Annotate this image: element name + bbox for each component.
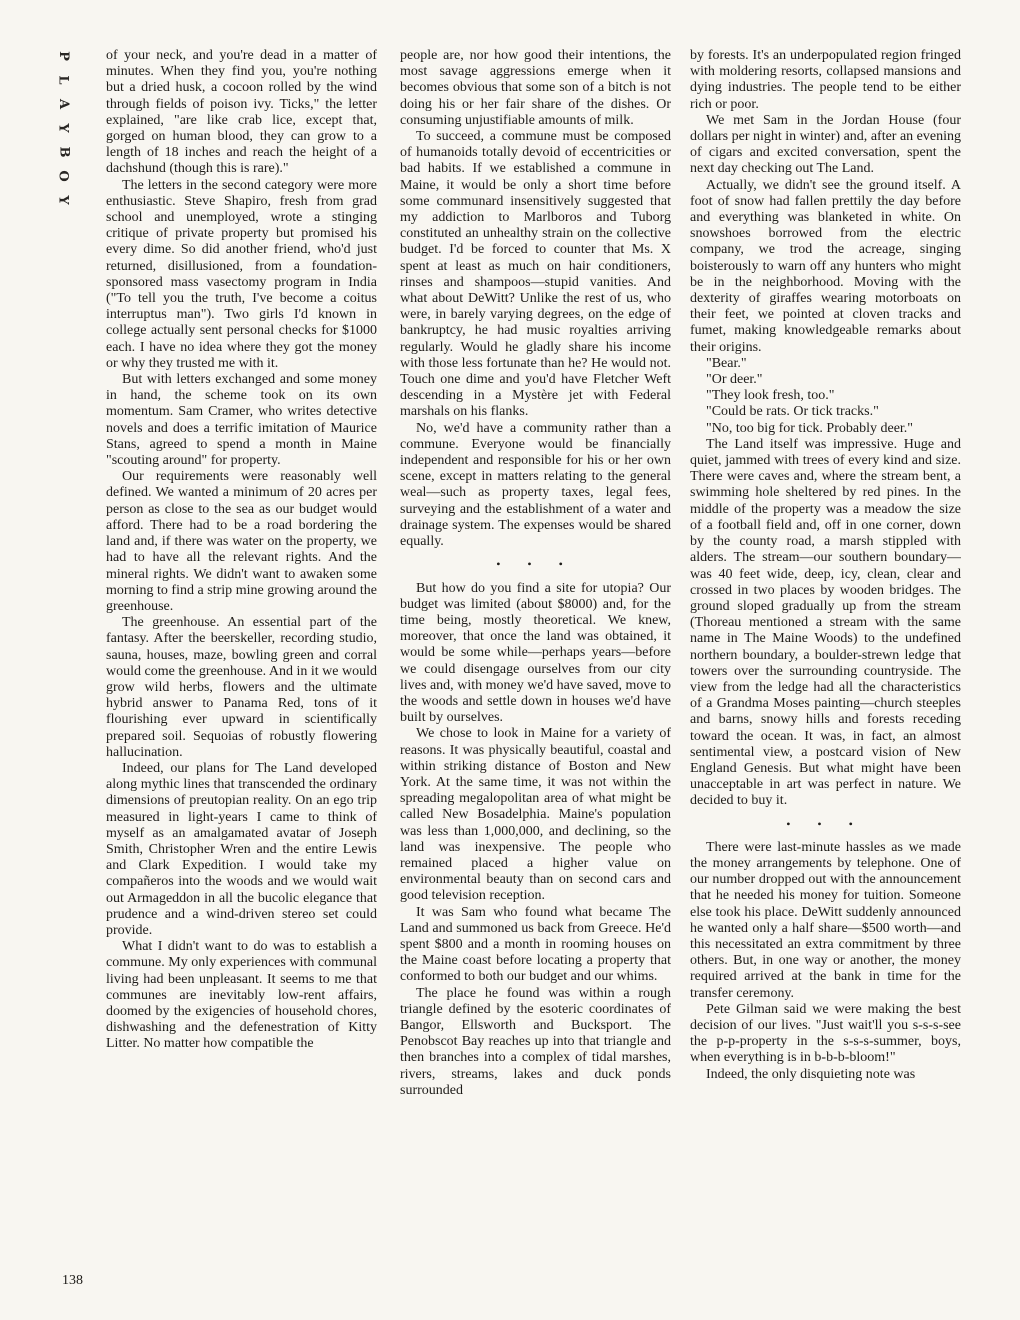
text-column-1 <box>106 48 377 1306</box>
paragraph: of your neck, and you're dead in a matter of minutes. When they find you, you're nothing but a dried husk, a cocoon rolled by the wind through fields of poison ivy. Ticks," the letter explained, "are like crab lice, except that, gorged on human blood, they can grow to a length of 18 inches and reach the height of a dachshund (though this is rare)." <box>106 48 377 177</box>
masthead-letter: O <box>55 170 71 182</box>
magazine-masthead <box>52 44 74 212</box>
paragraph: But how do you find a site for utopia? Our budget was limited (about $8000) and, for the time being, mostly theoretical. We knew, moreover, that once the land was obtained, it would be some while—perhaps years—before we could disengage ourselves from our city lives and, with money we'd have saved, move to the woods and settle down in houses we'd have built by ourselves. <box>400 580 671 726</box>
paragraph: Indeed, our plans for The Land developed along mythic lines that transcended the ordinary dimensions of preutopian reality. On an ego trip measured in light-years I came to think of myself as an amalgamated avatar of Joseph Smith, Christopher Wren and the entire Lewis and Clark Expedition. I would take my compañeros into the woods and we would wait out Armageddon in all the bucolic elegance that prudence and a wind-driven stereo set could provide. <box>106 760 377 938</box>
dialogue-line: "Bear." <box>706 355 747 371</box>
paragraph: Pete Gilman said we were making the best decision of our lives. "Just wait'll you s-s-s-see the p-p-property in the s-s-s-summer, boys, when everything is in b-b-b-bloom!" <box>690 1001 961 1066</box>
paragraph: What I didn't want to do was to establish a commune. My only experiences with communal living had been unpleasant. It seems to me that communes are inevitably low-rent affairs, doomed by the exigencies of household chores, dishwashing and the defenestration of Kitty Litter. No matter how compatible the <box>106 939 377 1052</box>
paragraph: The place he found was within a rough triangle defined by the esoteric coordinates of Bangor, Ellsworth and Bucksport. The Penobscot Bay reaches up into that triangle and then branches into a complex of tidal marshes, rivers, streams, lakes and duck ponds surrounded <box>400 985 671 1098</box>
masthead-letter: Y <box>56 195 71 205</box>
masthead-letter: A <box>56 98 71 110</box>
masthead-letter: L <box>55 75 71 85</box>
paragraph: Our requirements were reasonably well defined. We wanted a minimum of 20 acres per person as close to the sea as our budget would afford. There had to be a road bordering the land and, if there was water on the property, we had to have all the relevant rights. And the mineral rights. We didn't want to awaken some morning to find a strip mine growing around the greenhouse. <box>106 469 377 614</box>
paragraph: We met Sam in the Jordan House (four dollars per night in winter) and, after an evening of cigars and excited conversation, spent the next day checking out The Land. <box>690 112 961 177</box>
section-separator: • • • <box>786 816 865 831</box>
text-column-2 <box>400 48 671 1306</box>
paragraph: No, we'd have a community rather than a commune. Everyone would be financially independent and responsible for his or her own scene, except in matters relating to the general weal—such as property taxes, legal fees, surveying and the establishment of a water and drainage system. The expenses would be shared equally. <box>400 420 671 550</box>
masthead-letter: P <box>56 51 71 61</box>
masthead-letter: Y <box>56 123 71 133</box>
dialogue-line: "No, too big for tick. Probably deer." <box>706 420 914 436</box>
paragraph: by forests. It's an underpopulated region fringed with moldering resorts, collapsed mansions and dying industries. The people tend to be either rich or poor. <box>690 48 961 112</box>
paragraph: The Land itself was impressive. Huge and quiet, jammed with trees of every kind and size. There were caves and, where the stream bent, a swimming hole sheltered by red pines. In the middle of the property was a meadow the size of a football field and, off in one corner, down by the county road, a marsh stippled with alders. The stream—our southern boundary—was 40 feet wide, deep, icy, clean, clear and crossed in two places by wooden bridges. The ground sloped gradually up from the stream (Thoreau mentioned a stream with the same name in The Maine Woods) to the undefined northern boundary, a boulder-strewn ledge that towers over the surrounding countryside. The view from the ledge had all the characteristics of a Grandma Moses painting—church steeples and barns, snowy hills and forests receding toward the ocean. It was, in fact, an almost sentimental view, a postcard vision of New England Genesis. But what might have been unacceptable in art was perfect in nature. We decided to buy it. <box>690 436 961 809</box>
paragraph: But with letters exchanged and some money in hand, the scheme took on its own momentum. Sam Cramer, who writes detective novels and does a terrific imitation of Maurice Stans, agreed to spend a month in Maine "scouting around" for property. <box>106 372 377 469</box>
paragraph: Actually, we didn't see the ground itself. A foot of snow had fallen prettily the day before and everything was blanketed in white. On snowshoes borrowed from the electric company, we trod the acreage, singing boisterously to warn off any hunters who might be in the neighborhood. Moving with the dexterity of giraffes wearing motorboats on their feet, we pointed at cloven tracks and fumet, making knowledgeable remarks about their origins. <box>690 177 961 355</box>
text-column-3 <box>690 48 961 1306</box>
paragraph: The letters in the second category were more enthusiastic. Steve Shapiro, fresh from grad school and unemployed, wrote a stinging critique of private property but promised his every dime. So did another friend, who'd just returned, disillusioned, from a foundation-sponsored mass vasectomy program in India ("To tell you the truth, I've become a coitus interruptus man"). Two girls I'd known in college actually sent personal checks for $1000 each. I have no idea where they got the money or why they trusted me with it. <box>106 177 377 371</box>
page-number: 138 <box>62 1273 83 1288</box>
dialogue-line: "They look fresh, too." <box>706 388 835 404</box>
dialogue-line: "Could be rats. Or tick tracks." <box>706 404 879 420</box>
dialogue-line: "Or deer." <box>706 372 763 388</box>
paragraph: There were last-minute hassles as we made the money arrangements by telephone. One of our number dropped out with the announcement that he needed his money for tuition. Someone else took his place. DeWitt suddenly announced he wanted only a half share—$500 worth—and this necessitated an extra commitment by three others. But, in one way or another, the money required arrived at the bank in time for the transfer ceremony. <box>690 839 961 1001</box>
paragraph: We chose to look in Maine for a variety of reasons. It was physically beautiful, coastal and within striking distance of Boston and New York. At the same time, it was not within the spreading megalopolitan area of what might be called New Bosadelphia. Maine's population was less than 1,000,000, and declining, so the land was inexpensive. The people who remained placed a higher value on environmental beauty than on second cars and good television reception. <box>400 726 671 904</box>
section-separator: • • • <box>496 557 575 572</box>
paragraph: It was Sam who found what became The Land and summoned us back from Greece. He'd spent $800 and a month in rooming houses on the Maine coast before locating a property that conformed to both our budget and our whims. <box>400 904 671 985</box>
paragraph: To succeed, a commune must be composed of humanoids totally devoid of eccentricities or bad habits. If we established a commune in Maine, it would be only a short time before some communard insensitively suggested that my addiction to Marlboros and Tuborg constituted an unhealthy strain on the collective budget. I'd be forced to counter that Ms. X spent at least as much on hair conditioners, rinses and shampoos—stupid vanities. And what about DeWitt? Unlike the rest of us, who were, in barely varying degrees, on the edge of bankruptcy, he had music royalties arriving regularly. Would he gladly share his income with those less fortunate than he? He would not. Touch one dime and you'd have Fletcher Weft descending in a Mystère jet with Federal marshals on his flanks. <box>400 129 671 420</box>
paragraph: people are, nor how good their intentions, the most savage aggressions emerge when it becomes obvious that some son of a bitch is not doing his or her fair share of the dishes. Or consuming unjustifiable amounts of milk. <box>400 48 671 128</box>
paragraph: The greenhouse. An essential part of the fantasy. After the beerskeller, recording studio, sauna, houses, maze, bowling green and corral would come the greenhouse. And in it we would grow wild herbs, flowers and the ultimate hybrid answer to Panama Red, tons of it flourishing ever upward in scientifically prepared soil. Sequoias of robustly flowering hallucination. <box>106 615 377 760</box>
paragraph: Indeed, the only disquieting note was <box>706 1066 916 1082</box>
masthead-letter: B <box>56 146 71 158</box>
